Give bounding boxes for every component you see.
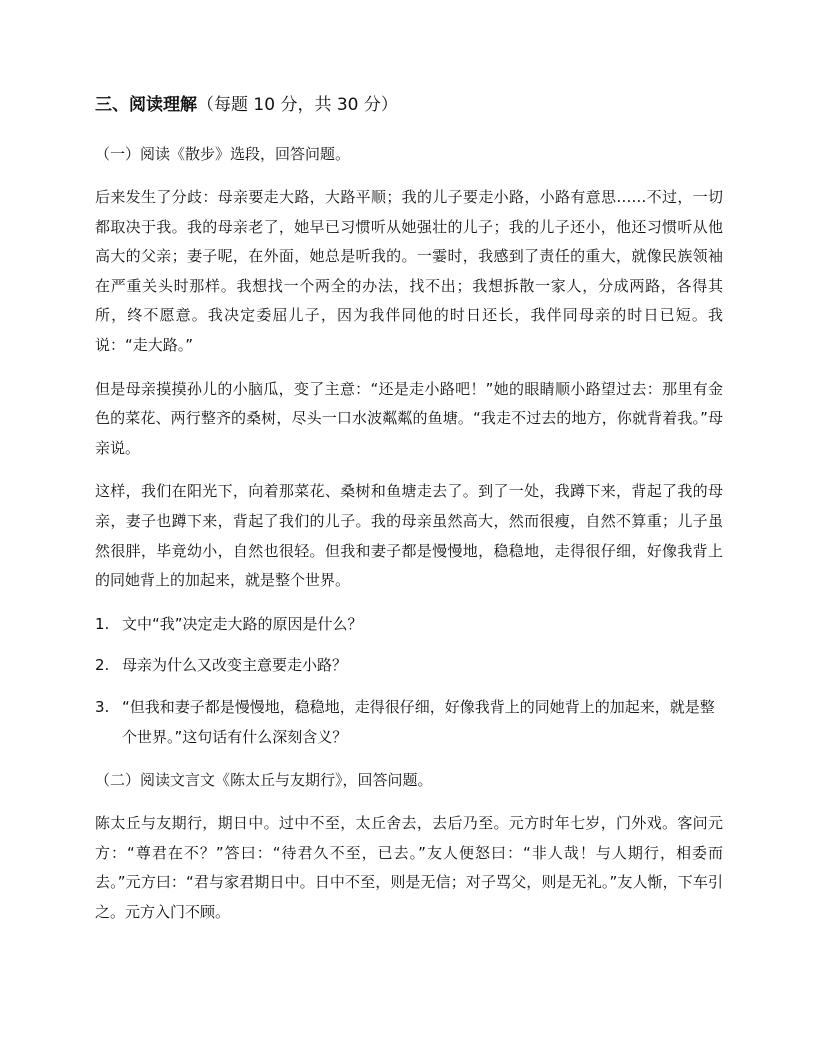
question-3 xyxy=(95,693,723,752)
question-2 xyxy=(95,651,723,681)
question-3-number: 3. xyxy=(95,697,110,716)
question-1 xyxy=(95,610,723,640)
section-title-main: 三、阅读理解 xyxy=(95,95,197,115)
question-2-number: 2. xyxy=(95,656,110,675)
part1-paragraph-1: 后来发生了分歧：母亲要走大路，大路平顺；我的儿子要走小路，小路有意思……不过，一切都取决于我。我的母亲老了，她早已习惯听从她强壮的儿子；我的儿子还小，他还习惯听从他高大的父亲；妻子呢，在外面，她总是听我的。一霎时，我感到了责任的重大，就像民族领袖在严重关头时那样。我想找一个两全的办法，找不出；我想拆散一家人，分成两路，各得其所，终不愿意。我决定委屈儿子，因为我伴同他的时日还长，我伴同母亲的时日已短。我说：“走大路。” xyxy=(95,188,723,354)
part1-paragraph-2: 但是母亲摸摸孙儿的小脑瓜，变了主意：“还是走小路吧！”她的眼睛顺小路望过去：那里有金色的菜花、两行整齐的桑树，尽头一口水波粼粼的鱼塘。“我走不过去的地方，你就背着我。”母亲说。 xyxy=(95,379,723,457)
part1-heading: （一）阅读《散步》选段，回答问题。 xyxy=(95,145,351,163)
part1-paragraph-3: 这样，我们在阳光下，向着那菜花、桑树和鱼塘走去了。到了一处，我蹲下来，背起了我的母亲，妻子也蹲下来，背起了我们的儿子。我的母亲虽然高大，然而很瘦，自然不算重；儿子虽然很胖，毕竟幼小，自然也很轻。但我和妻子都是慢慢地，稳稳地，走得很仔细，好像我背上的同她背上的加起来，就是整个世界。 xyxy=(95,482,723,590)
document-page xyxy=(95,92,723,941)
section-title xyxy=(95,92,723,118)
section-title-score-note: （每题 10 分，共 30 分） xyxy=(197,95,398,115)
question-2-text: 母亲为什么又改变主意要走小路？ xyxy=(122,656,348,675)
part2-paragraph-1: 陈太丘与友期行，期日中。过中不至，太丘舍去，去后乃至。元方时年七岁，门外戏。客问元方：“尊君在不？”答曰：“待君久不至，已去。”友人便怒曰：“非人哉！与人期行，相委而去。”元方曰：“君与家君期日中。日中不至，则是无信；对子骂父，则是无礼。”友人惭，下车引之。元方入门不顾。 xyxy=(95,814,723,921)
part2-heading: （二）阅读文言文《陈太丘与友期行》，回答问题。 xyxy=(95,771,433,790)
question-1-text: 文中“我”决定走大路的原因是什么？ xyxy=(122,614,363,633)
question-1-number: 1. xyxy=(95,614,110,633)
question-3-text: “但我和妻子都是慢慢地，稳稳地，走得很仔细，好像我背上的同她背上的加起来，就是整个世界。”这句话有什么深刻含义？ xyxy=(122,697,715,746)
